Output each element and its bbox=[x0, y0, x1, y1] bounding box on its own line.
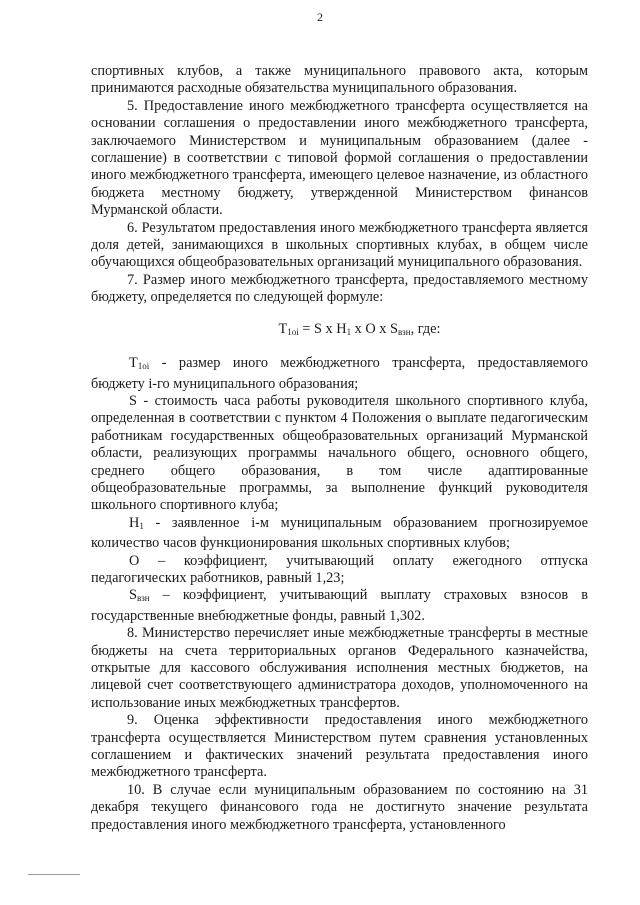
definition-svzn bbox=[91, 587, 588, 625]
formula-tail: x O x S bbox=[351, 320, 398, 337]
definition-h bbox=[91, 515, 588, 553]
definition-h-text: - заявленное i-м муниципальным образованием прогнозируемое количество часов функционирования школьных спортивных клубов; bbox=[91, 514, 588, 552]
paragraph-5: 5. Предоставление иного межбюджетного трансферта осуществляется на основании соглашения о предоставлении иного межбюджетного трансферта, заключаемого Министерством и муниципальным образованием (далее - соглашение) в соответствии с типовой формой соглашения о предоставлении иного межбюджетного трансферта, имеющего целевое назначение, из областного бюджета местному бюджету, утвержденной Министерством финансов Мурманской области. bbox=[91, 97, 588, 219]
formula-t-subscript: 1oi bbox=[287, 326, 299, 337]
definition-h-symbol: H bbox=[129, 514, 140, 531]
formula-t: T bbox=[278, 320, 288, 337]
definition-svzn-subscript: взн bbox=[136, 593, 150, 604]
definition-t-subscript: 1oi bbox=[137, 361, 150, 372]
definition-h-subscript: 1 bbox=[139, 520, 144, 531]
formula-h-subscript: 1 bbox=[346, 326, 352, 337]
footer-scan-mark bbox=[28, 874, 80, 875]
definition-t-symbol: T bbox=[129, 355, 138, 372]
paragraph-intro: спортивных клубов, а также муниципального правового акта, которым принимаются расходные обязательства муниципального образования. bbox=[91, 63, 588, 97]
definition-t-text: - размер иного межбюджетного трансферта, предоставляемого бюджету i-го муниципального образования; bbox=[91, 355, 588, 392]
formula-mid: = S x H bbox=[298, 320, 347, 337]
paragraph-8: 8. Министерство перечисляет иные межбюджетные трансферты в местные бюджеты на счета территориальных органов Федерального казначейства, открытые для кассового обслуживания исполнения местных бюджетов, на лицевой счет соответствующего администратора доходов, уполномоченного на использование иных межбюджетных трансфертов. bbox=[91, 625, 588, 711]
definition-svzn-text: – коэффициент, учитывающий выплату страховых взносов в государственные внебюджетные фонды, равный 1,302. bbox=[91, 587, 588, 624]
page-number: 2 bbox=[317, 10, 323, 24]
paragraph-10: 10. В случае если муниципальным образованием по состоянию на 31 декабря текущего финансового года не достигнуто значение результата предоставления иного межбюджетного трансферта, установленного bbox=[91, 781, 588, 833]
definition-s: S - стоимость часа работы руководителя школьного спортивного клуба, определенная в соответствии с пунктом 4 Положения о выплате педагогическим работникам государственных общеобразовательных организаций Мурманской области, реализующих программы начального общего, основного общего, среднего общего образования, в том числе адаптированные общеобразовательные программы, за выполнение функций руководителя школьного спортивного клуба; bbox=[91, 392, 588, 514]
definition-t bbox=[91, 355, 588, 393]
formula-end: , где: bbox=[410, 320, 441, 337]
paragraph-9: 9. Оценка эффективности предоставления иного межбюджетного трансферта осуществляется Министерством путем сравнения установленных соглашением и фактических значений результата предоставления иного межбюджетного трансферта. bbox=[91, 712, 588, 781]
paragraph-6: 6. Результатом предоставления иного межбюджетного трансферта является доля детей, занимающихся в школьных спортивных клубах, в общем числе обучающихся общеобразовательных организаций муниципального образования. bbox=[91, 219, 588, 271]
definition-o: O – коэффициент, учитывающий оплату ежегодного отпуска педагогических работников, равный 1,23; bbox=[91, 552, 588, 586]
document-body bbox=[91, 63, 588, 834]
formula bbox=[131, 321, 588, 341]
definition-svzn-symbol: S bbox=[129, 587, 137, 604]
formula-s-subscript: взн bbox=[397, 326, 411, 337]
paragraph-7: 7. Размер иного межбюджетного трансферта, предоставляемого местному бюджету, определяется по следующей формуле: bbox=[91, 271, 588, 306]
